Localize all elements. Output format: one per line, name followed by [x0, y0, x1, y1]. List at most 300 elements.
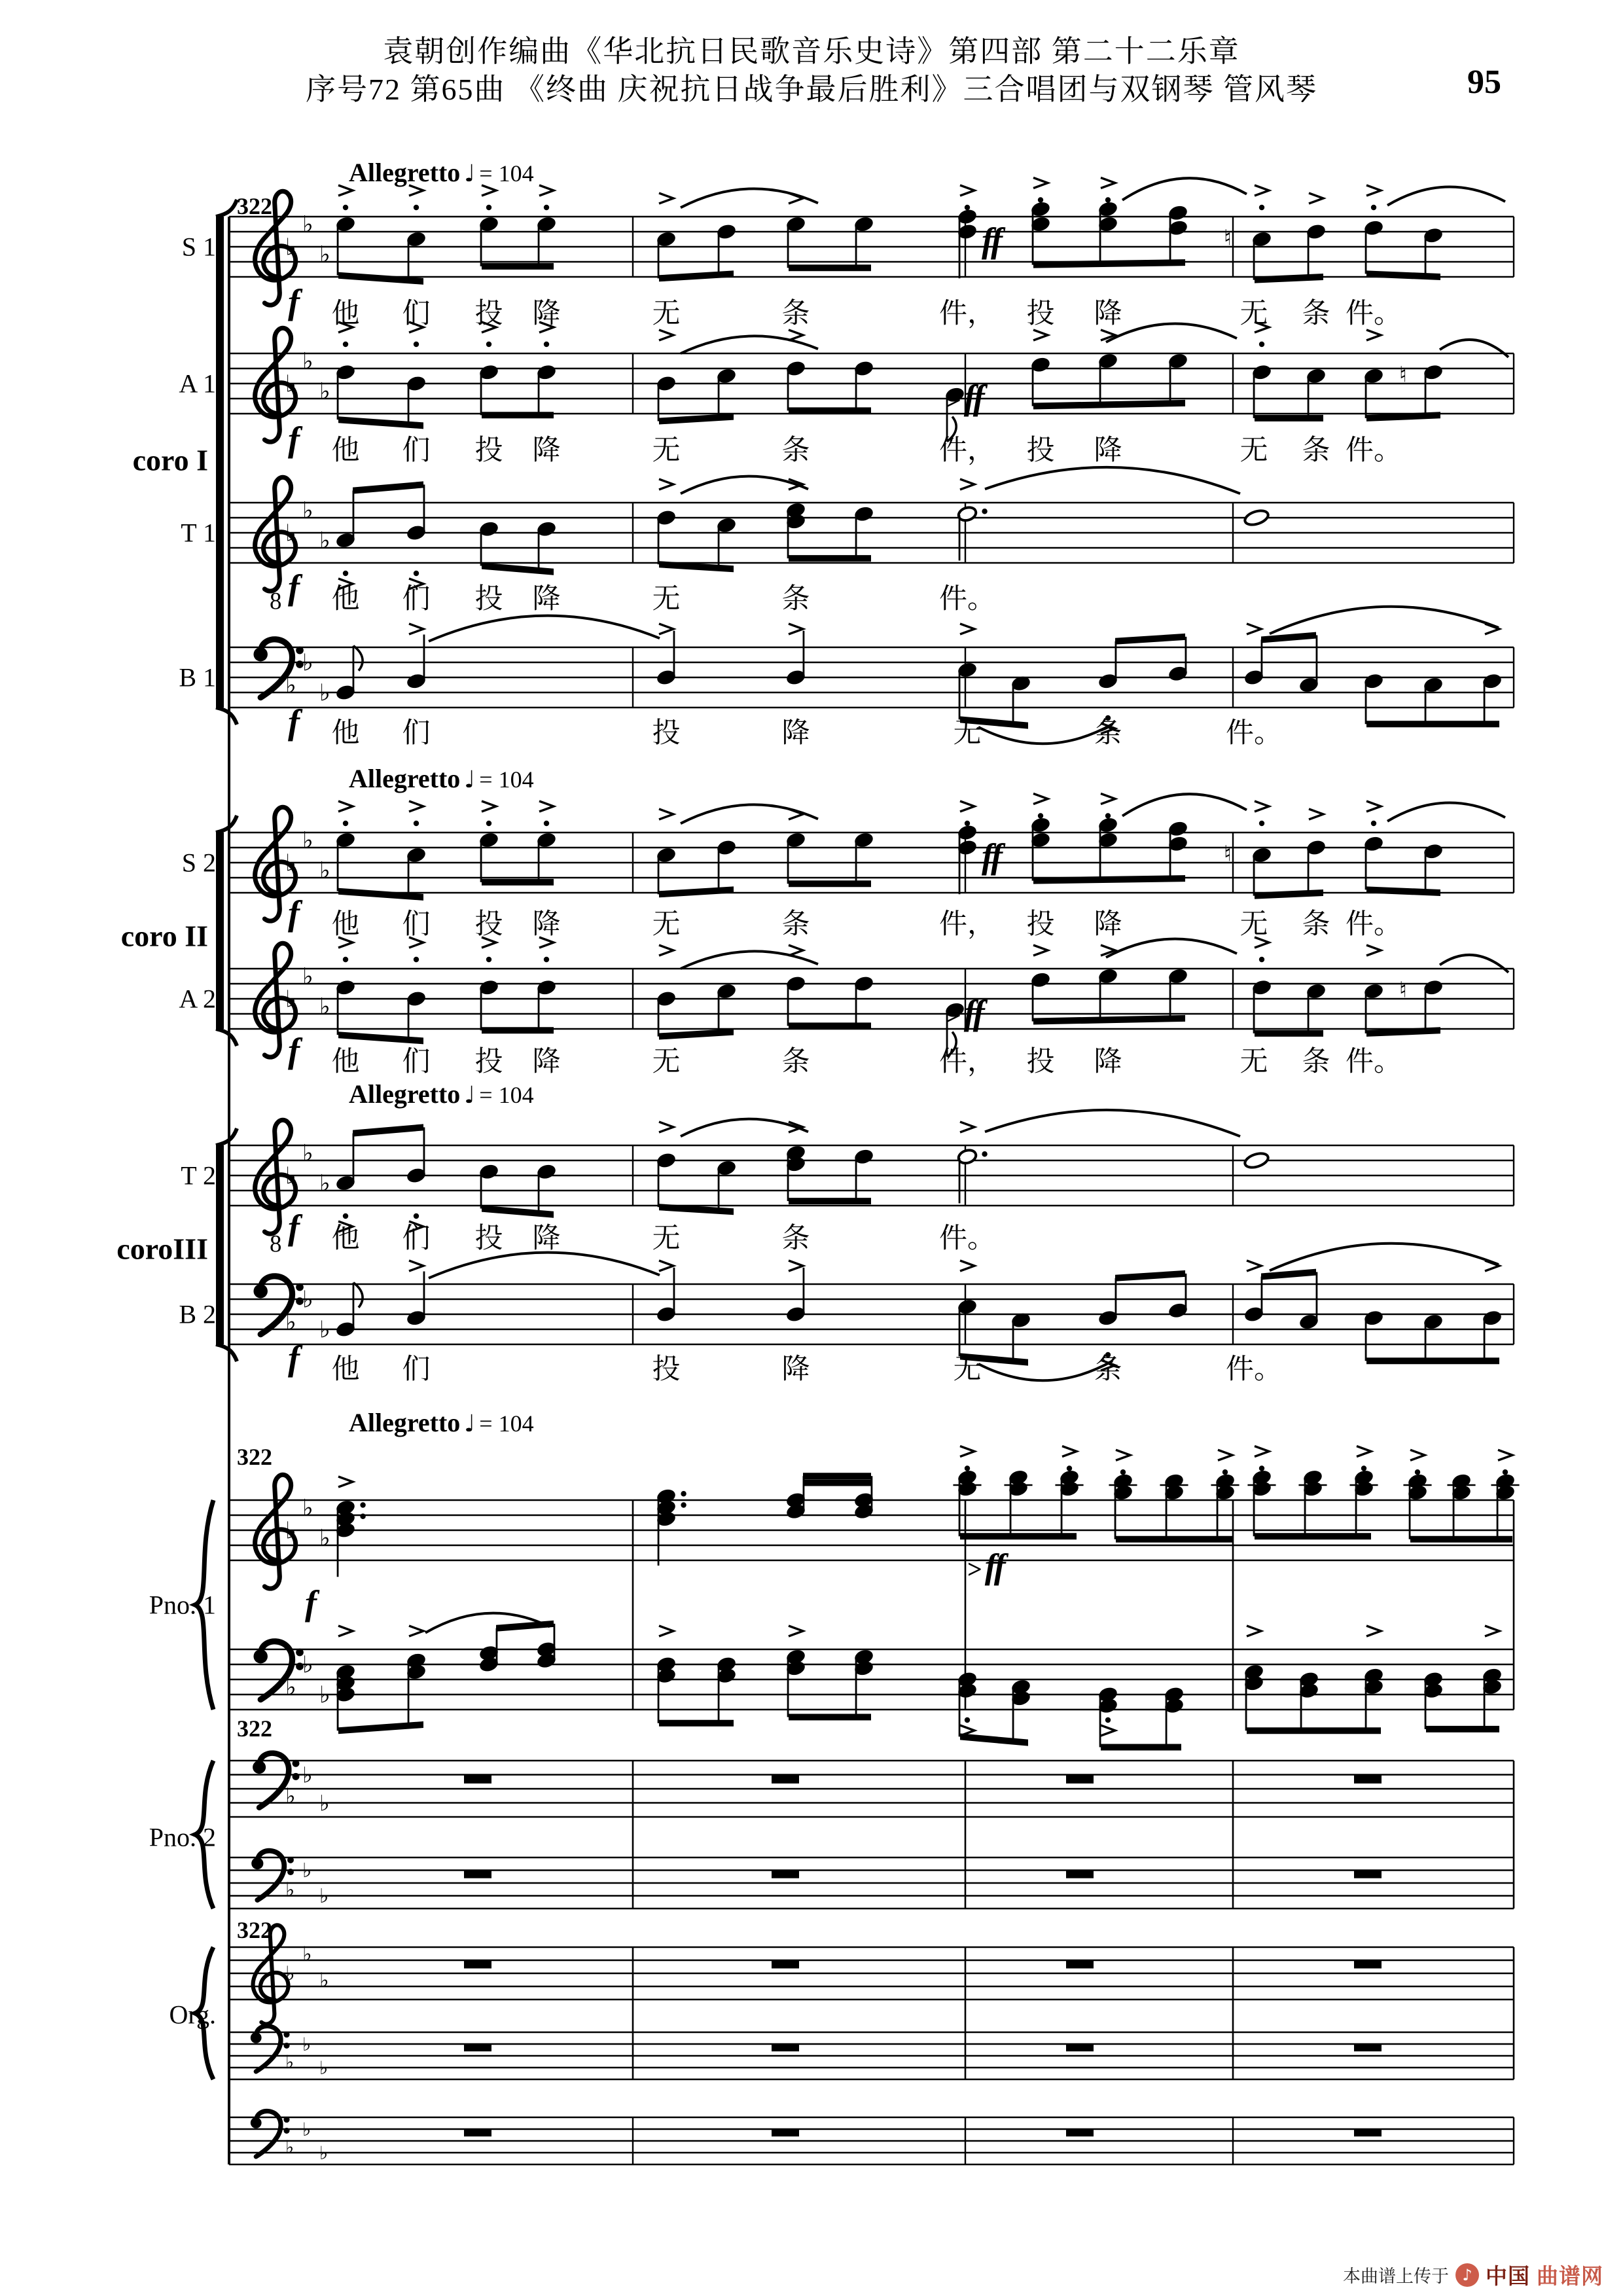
lyric-syllable: 无	[652, 909, 681, 940]
accent-mark	[539, 801, 554, 812]
whole-rest	[464, 1871, 491, 1878]
accent-mark	[1255, 801, 1269, 812]
beam	[1033, 259, 1185, 268]
beam	[1255, 1030, 1323, 1037]
measure-number: 322	[237, 1444, 272, 1470]
accent-mark	[1218, 1450, 1232, 1460]
lyric-syllable: 无	[652, 584, 681, 615]
staccato-dot	[965, 205, 970, 210]
accent-mark	[960, 801, 974, 812]
lyric-syllable: 他	[331, 1223, 360, 1254]
beam	[482, 1027, 554, 1033]
accent-mark	[1410, 1450, 1425, 1460]
staccato-dot	[1222, 1469, 1228, 1475]
choir-bracket-1	[216, 200, 237, 725]
label-b-2: B 2	[179, 1299, 216, 1329]
lyric-syllable: 无	[652, 298, 681, 329]
beam	[353, 1124, 423, 1136]
accent-mark	[789, 945, 803, 956]
beam	[659, 1029, 734, 1040]
lyric-syllable: 降	[532, 1223, 561, 1254]
label-b-1: B 1	[179, 662, 216, 692]
flat-sign: ♭	[319, 1170, 330, 1198]
accent-mark	[789, 1261, 803, 1271]
accent-mark	[1101, 178, 1115, 188]
flat-sign: ♭	[285, 1162, 296, 1190]
lyric-syllable: 件。	[1346, 435, 1402, 466]
whole-rest	[772, 1775, 799, 1784]
lyric-syllable: 他	[331, 1047, 360, 1077]
staccato-dot	[343, 957, 348, 962]
label-pno-2: Pno. 2	[149, 1822, 216, 1852]
whole-rest	[1066, 2044, 1094, 2051]
staccato-dot	[1038, 197, 1043, 202]
lyric-syllable: 投	[474, 298, 503, 329]
beam	[482, 412, 554, 418]
accent-mark	[659, 193, 673, 204]
whole-rest	[464, 2129, 491, 2136]
tempo-word: Allegretto	[349, 764, 461, 793]
beam	[1101, 1744, 1181, 1751]
tempo-note-icon: ♩	[464, 1410, 476, 1437]
dynamic-ff: ff	[982, 836, 1001, 876]
staccato-dot	[1120, 1469, 1126, 1475]
flat-sign: ♭	[285, 234, 296, 261]
tempo-note-icon: ♩	[464, 1082, 476, 1109]
staccato-dot	[1259, 342, 1264, 347]
accent-mark	[960, 1261, 974, 1271]
beam	[1116, 1536, 1232, 1543]
accent-mark	[960, 479, 974, 490]
staff-Pno2-L	[229, 1851, 1514, 1909]
whole-rest	[1066, 1960, 1094, 1969]
label-coro-ii: coro II	[120, 919, 208, 953]
beam	[1255, 274, 1323, 283]
whole-rest	[1354, 1960, 1382, 1969]
flag	[353, 646, 363, 671]
lyric-syllable: 降	[781, 1354, 810, 1385]
label-a-1: A 1	[179, 368, 216, 399]
slur	[681, 188, 818, 207]
tempo-note-icon: ♩	[464, 766, 476, 793]
lyric-syllable: 件，	[939, 909, 995, 940]
lyric-syllable: 无	[1240, 435, 1268, 466]
label-coroiii: coroIII	[116, 1232, 208, 1266]
lyric-syllable: 条	[1094, 718, 1122, 749]
slur	[681, 804, 818, 823]
staccato-dot	[1259, 1465, 1264, 1471]
lyric-syllable: 们	[402, 1354, 431, 1385]
staccato-dot	[414, 342, 419, 347]
flat-sign: ♭	[302, 827, 313, 855]
tempo-marking	[349, 1079, 534, 1109]
flat-sign: ♭	[285, 520, 296, 547]
flat-sign: ♭	[302, 211, 313, 239]
flat-sign: ♭	[319, 857, 330, 885]
slur	[1270, 607, 1499, 634]
staff-Org-T	[229, 1925, 1514, 2024]
staccato-dot	[965, 821, 970, 826]
lyric-syllable: 无	[652, 1223, 681, 1254]
flat-sign: ♭	[285, 1962, 295, 1986]
accent-mark	[960, 624, 974, 634]
beam	[1255, 1533, 1371, 1539]
lyric-syllable: 条	[781, 1223, 810, 1254]
slur	[1122, 794, 1247, 816]
whole-rest	[772, 2044, 799, 2051]
accent-mark	[1101, 794, 1115, 804]
slur	[1270, 1244, 1499, 1271]
beam	[803, 1473, 871, 1479]
accent-mark	[1101, 1725, 1115, 1736]
beam	[789, 880, 871, 887]
lyric-syllable: 降	[1094, 435, 1122, 466]
accent-mark	[960, 1725, 974, 1736]
label-a-2: A 2	[179, 984, 216, 1014]
accent-mark	[539, 185, 554, 196]
dynamic-f: f	[288, 420, 298, 459]
accent-mark	[1255, 1446, 1269, 1457]
beam	[1033, 875, 1185, 884]
accent-mark	[338, 801, 353, 812]
footer	[1343, 2259, 1603, 2290]
tempo-marking	[349, 157, 534, 188]
flat-sign: ♭	[302, 497, 313, 525]
dynamic-f: f	[288, 893, 298, 933]
staccato-dot	[486, 342, 491, 347]
choir-bracket-3	[216, 1128, 237, 1361]
tempo-value: = 104	[479, 766, 534, 793]
staccato-dot	[486, 957, 491, 962]
lyric-syllable: 投	[1026, 435, 1055, 466]
lyric-syllable: 投	[474, 435, 503, 466]
label-s-2: S 2	[181, 848, 216, 878]
lyric-syllable: 条	[781, 435, 810, 466]
dynamic-ff: >ff	[946, 993, 983, 1032]
whole-rest	[1354, 1871, 1382, 1878]
dynamic-f: f	[288, 567, 298, 607]
flat-sign: ♭	[285, 2051, 294, 2073]
lyric-syllable: 无	[1240, 909, 1268, 940]
flat-sign: ♭	[319, 1681, 330, 1709]
label-org-: Org.	[169, 2000, 216, 2030]
natural-sign: ♮	[1224, 840, 1232, 867]
flat-sign: ♭	[319, 679, 330, 707]
flat-sign: ♭	[302, 1140, 313, 1168]
accent-mark	[1309, 809, 1323, 819]
accent-mark	[409, 1261, 423, 1271]
flat-sign: ♭	[302, 1286, 313, 1314]
beam	[659, 1720, 734, 1727]
staccato-dot	[1371, 205, 1376, 210]
lyric-syllable: 投	[474, 1047, 503, 1077]
staccato-dot	[486, 205, 491, 210]
slur	[429, 1253, 660, 1278]
accent-mark	[960, 1446, 974, 1457]
tempo-value: = 104	[479, 160, 534, 187]
lyric-syllable: 们	[402, 435, 431, 466]
lyric-syllable: 投	[1026, 909, 1055, 940]
staccato-dot	[965, 1465, 970, 1471]
lyric-syllable: 件，	[939, 1047, 995, 1077]
accent-mark	[338, 1477, 353, 1487]
staccato-dot	[544, 957, 549, 962]
whole-rest	[1354, 1775, 1382, 1784]
beam	[353, 481, 423, 493]
lyric-syllable: 投	[1026, 1047, 1055, 1077]
staccato-dot	[1105, 813, 1111, 818]
beam	[1366, 270, 1440, 280]
slur	[1440, 955, 1508, 973]
lyric-syllable: 他	[331, 1354, 360, 1385]
staccato-dot	[414, 205, 419, 210]
flat-sign: ♭	[319, 1969, 329, 1992]
staccato-dot	[414, 957, 419, 962]
accent-mark	[1366, 1626, 1381, 1636]
lyric-syllable: 件。	[939, 1223, 995, 1254]
beam	[338, 888, 423, 901]
accent-mark: >	[946, 1001, 961, 1030]
accent-mark	[1309, 193, 1323, 204]
choir-bracket-2	[216, 816, 237, 1046]
staccato-dot	[343, 205, 348, 210]
staccato-dot	[965, 1717, 970, 1723]
staccato-dot	[1105, 197, 1111, 202]
flat-sign: ♭	[319, 2142, 329, 2164]
dynamic-f: f	[288, 1338, 298, 1378]
beam	[1426, 1726, 1499, 1732]
lyric-syllable: 降	[781, 718, 810, 749]
lyric-syllable: 条	[1302, 298, 1330, 329]
accent-mark	[409, 1626, 423, 1636]
flat-sign: ♭	[302, 1762, 313, 1788]
accent-mark	[1255, 185, 1269, 196]
flat-sign: ♭	[319, 1885, 329, 1909]
svg-text:8: 8	[269, 587, 282, 615]
staff-Pno1-LH	[229, 1613, 1514, 1751]
header-line-2: 序号72 第65曲 《终曲 庆祝抗日战争最后胜利》三合唱团与双钢琴 管风琴	[306, 73, 1317, 106]
flag	[353, 1283, 363, 1308]
accent-mark	[789, 1626, 803, 1636]
staccato-dot	[343, 571, 348, 576]
slur	[1440, 340, 1508, 357]
lyric-syllable: 条	[1302, 909, 1330, 940]
notehead	[1243, 508, 1270, 527]
dynamic-f: f	[288, 1208, 298, 1247]
staccato-dot	[1259, 957, 1264, 962]
lyric-syllable: 降	[1094, 298, 1122, 329]
whole-rest	[1066, 2129, 1094, 2136]
measure-number: 322	[237, 193, 272, 219]
flat-sign: ♭	[319, 1316, 330, 1344]
accent-mark	[1357, 1446, 1371, 1457]
beam	[338, 416, 423, 429]
beam	[496, 1621, 554, 1632]
beam	[659, 886, 734, 897]
accent-mark	[1366, 330, 1381, 340]
label-coro-i: coro I	[132, 443, 208, 477]
whole-rest	[772, 1960, 799, 1969]
lyric-syllable: 们	[402, 909, 431, 940]
staccato-dot	[544, 821, 549, 826]
lyric-syllable: 条	[781, 584, 810, 615]
whole-rest	[1066, 1775, 1094, 1784]
measure-number: 322	[237, 1715, 272, 1742]
flat-sign: ♭	[319, 1525, 330, 1552]
accent-mark	[1033, 178, 1048, 188]
lyric-syllable: 件。	[1226, 718, 1282, 749]
beam	[960, 1733, 1028, 1746]
accent-mark	[659, 330, 673, 340]
dynamic-f: f	[288, 282, 298, 321]
accent-mark: >	[967, 1554, 982, 1584]
accent-mark	[1062, 1446, 1077, 1457]
accent-mark	[338, 1626, 353, 1636]
whole-rest	[464, 1960, 491, 1969]
header-line-1: 袁朝创作编曲《华北抗日民歌音乐史诗》第四部 第二十二乐章	[383, 35, 1240, 68]
flat-sign: ♭	[285, 1309, 296, 1336]
beam	[789, 1198, 871, 1204]
slur	[985, 467, 1240, 493]
flat-sign: ♭	[302, 1651, 313, 1679]
tempo-value: = 104	[479, 1082, 534, 1108]
slur	[985, 1110, 1240, 1136]
beam	[1247, 1727, 1381, 1734]
accent-mark	[659, 624, 673, 634]
beam	[482, 879, 554, 886]
tempo-word: Allegretto	[349, 1079, 461, 1109]
staff-S1	[229, 178, 1514, 306]
slur	[978, 724, 1113, 744]
lyric-syllable: 降	[1094, 909, 1122, 940]
staccato-dot	[1067, 1465, 1072, 1471]
beam	[1366, 721, 1499, 727]
accent-mark	[1033, 945, 1048, 956]
slur	[1106, 323, 1237, 342]
lyric-syllable: 们	[402, 1223, 431, 1254]
whole-rest	[1354, 2129, 1382, 2136]
lyric-syllable: 件，	[939, 435, 995, 466]
accent-mark	[1033, 794, 1048, 804]
flat-sign: ♭	[302, 1495, 313, 1522]
accent-mark	[1366, 945, 1381, 956]
staccato-dot	[1503, 1469, 1508, 1475]
label-t-1: T 1	[181, 518, 216, 548]
accent-mark	[1247, 1626, 1261, 1636]
staccato-dot	[544, 205, 549, 210]
footer-brand-site: 曲谱网	[1537, 2265, 1603, 2289]
beam	[803, 1480, 871, 1486]
tempo-word: Allegretto	[349, 158, 461, 187]
beam	[1255, 415, 1323, 422]
lyric-syllable: 投	[652, 1354, 681, 1385]
staff-Org-B	[229, 2026, 1514, 2079]
beam	[1366, 1357, 1499, 1364]
flat-sign: ♭	[302, 1859, 312, 1883]
lyric-syllable: 件。	[1226, 1354, 1282, 1385]
accent-mark	[789, 330, 803, 340]
lyric-syllable: 们	[402, 1047, 431, 1077]
label-t-2: T 2	[181, 1160, 216, 1191]
lyric-syllable: 他	[331, 584, 360, 615]
lyric-syllable: 降	[532, 1047, 561, 1077]
lyric-syllable: 降	[532, 435, 561, 466]
accent-mark	[960, 1122, 974, 1132]
flat-sign: ♭	[285, 1783, 296, 1809]
lyric-syllable: 他	[331, 909, 360, 940]
notehead	[1243, 1151, 1270, 1170]
lyric-syllable: 件。	[1346, 909, 1402, 940]
staccato-dot	[1038, 813, 1043, 818]
whole-rest	[1354, 2044, 1382, 2051]
lyric-syllable: 投	[474, 909, 503, 940]
slur	[1387, 187, 1505, 205]
accent-mark	[960, 185, 974, 196]
accent-mark	[1247, 1261, 1261, 1271]
flat-sign: ♭	[302, 649, 313, 677]
flat-sign: ♭	[319, 1790, 330, 1816]
flat-sign: ♭	[302, 348, 313, 376]
flat-sign: ♭	[302, 2118, 312, 2140]
slur	[978, 1361, 1113, 1380]
slur	[681, 951, 818, 969]
flat-sign: ♭	[285, 672, 296, 700]
staccato-dot	[1105, 1717, 1111, 1723]
staccato-dot	[1259, 205, 1264, 210]
natural-sign: ♮	[1399, 361, 1407, 387]
tempo-marking	[349, 763, 534, 794]
accent-mark	[659, 1261, 673, 1271]
flat-sign: ♭	[319, 994, 330, 1021]
beam	[1115, 634, 1185, 645]
beam	[1033, 1015, 1185, 1025]
flat-sign: ♭	[319, 242, 330, 269]
lyric-syllable: 降	[532, 909, 561, 940]
beam	[1115, 1270, 1185, 1282]
beam	[789, 555, 871, 562]
staccato-dot	[486, 821, 491, 826]
flat-sign: ♭	[285, 2136, 294, 2158]
staff-Pedal	[229, 2111, 1514, 2164]
lyric-syllable: 条	[781, 1047, 810, 1077]
dynamic-f: f	[288, 1031, 298, 1070]
flat-sign: ♭	[319, 378, 330, 406]
staccato-dot	[343, 342, 348, 347]
tempo-word: Allegretto	[349, 1408, 461, 1437]
lyric-syllable: 们	[402, 718, 431, 749]
natural-sign: ♮	[1399, 977, 1407, 1003]
accent-mark	[1498, 1450, 1512, 1460]
flat-sign: ♭	[285, 370, 296, 398]
beam	[1261, 1269, 1316, 1280]
site-logo-icon: ♪	[1455, 2263, 1479, 2287]
accent-mark	[409, 624, 423, 634]
lyric-syllable: 件。	[939, 584, 995, 615]
accent-mark: >	[946, 386, 961, 415]
dynamic-f: f	[288, 702, 298, 742]
lyric-syllable: 投	[474, 584, 503, 615]
dynamic-ff: >ff	[967, 1547, 1004, 1586]
lyric-syllable: 件。	[1346, 298, 1402, 329]
natural-sign: ♮	[1224, 224, 1232, 251]
accent-mark	[659, 1626, 673, 1636]
lyric-syllable: 无	[1240, 298, 1268, 329]
lyric-syllable: 条	[1094, 1354, 1122, 1385]
accent-mark	[1366, 185, 1381, 196]
lyric-syllable: 他	[331, 435, 360, 466]
staccato-dot	[1415, 1469, 1420, 1475]
lyric-syllable: 条	[1302, 1047, 1330, 1077]
